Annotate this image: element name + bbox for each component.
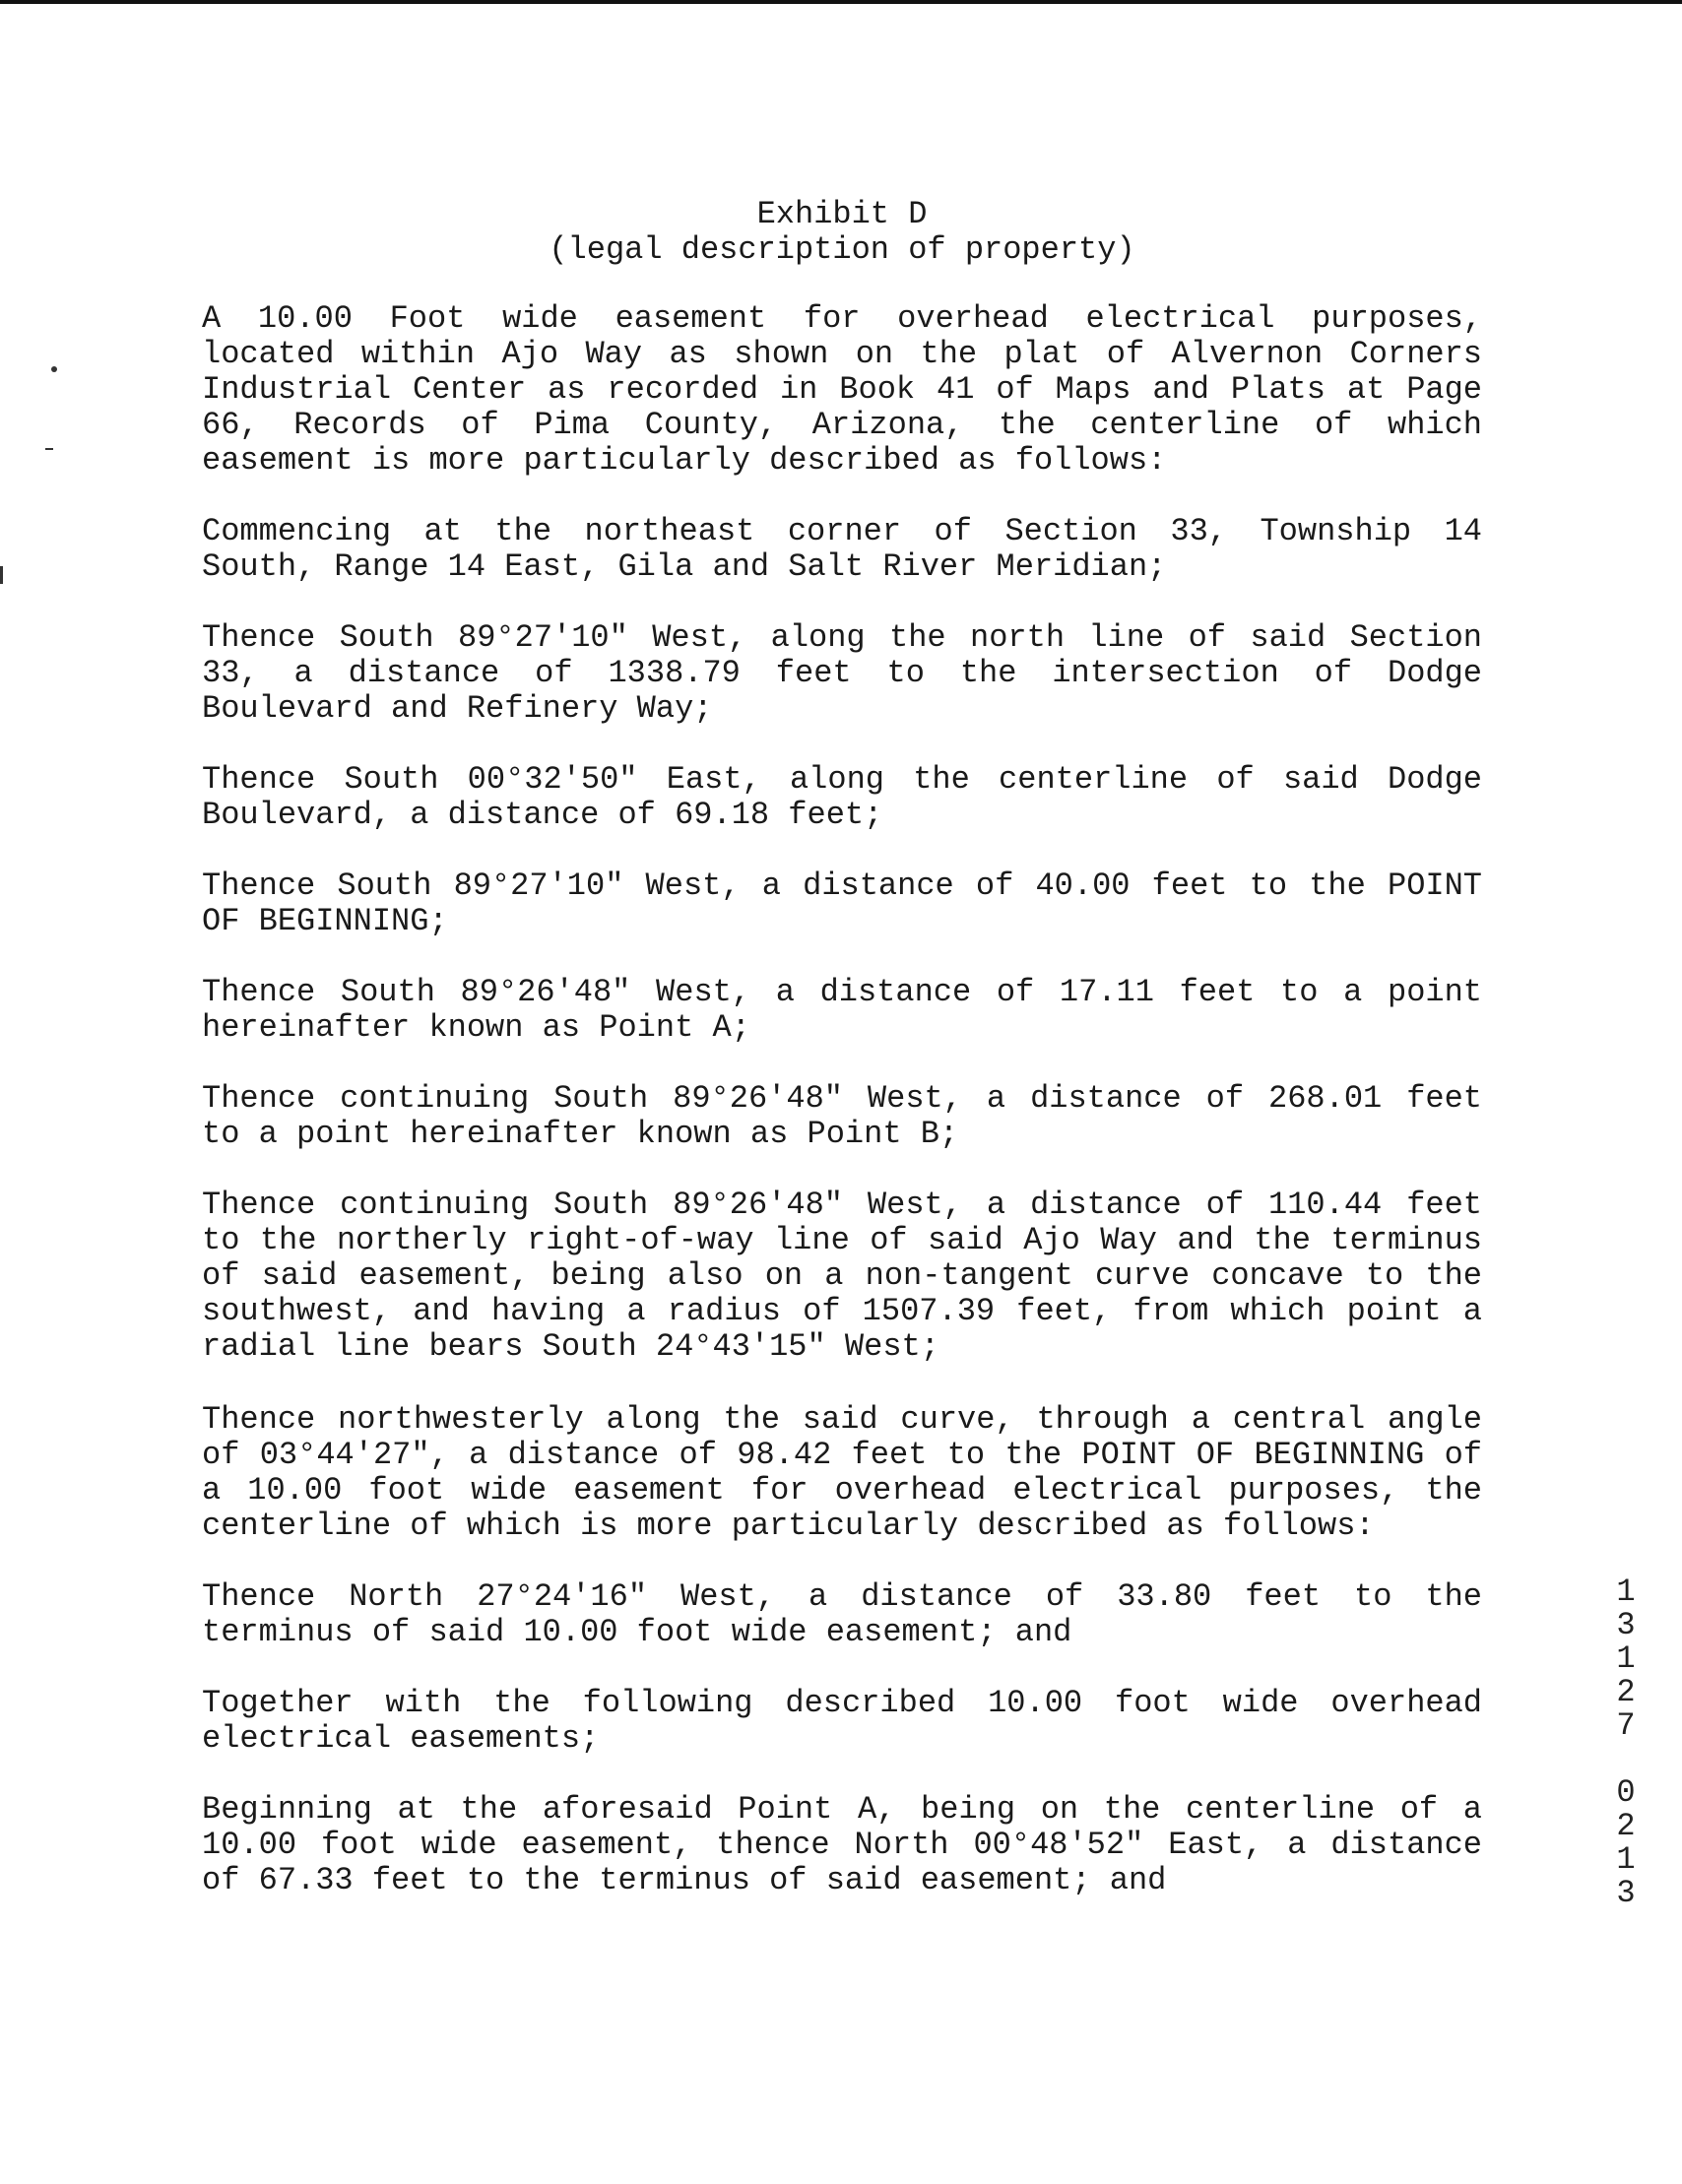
paragraph-easement-intro — [202, 301, 1482, 479]
paragraph-thence-4 — [202, 975, 1482, 1046]
text-line: 66, Records of Pima County, Arizona, the centerline of which — [202, 407, 1482, 443]
text-line: 33, a distance of 1338.79 feet to the intersection of Dodge — [202, 655, 1482, 691]
text-line: Beginning at the aforesaid Point A, being on the centerline of a — [202, 1791, 1482, 1828]
text-line: terminus of said 10.00 foot wide easement; and — [202, 1614, 1072, 1650]
text-line: to the northerly right-of-way line of said Ajo Way and the terminus — [202, 1222, 1482, 1258]
scan-edge-mark — [0, 566, 3, 584]
text-line: Boulevard, a distance of 69.18 feet; — [202, 797, 883, 833]
exhibit-subtitle: (legal description of property) — [549, 231, 1135, 268]
paragraph-thence-5 — [202, 1081, 1482, 1152]
text-line: centerline of which is more particularly described as follows: — [202, 1508, 1375, 1544]
text-line: Thence South 89°27'10" West, along the north line of said Section — [202, 619, 1482, 656]
text-line: South, Range 14 East, Gila and Salt River Meridian; — [202, 548, 1167, 585]
text-line: OF BEGINNING; — [202, 903, 448, 939]
text-line: Thence northwesterly along the said curve, through a central angle — [202, 1401, 1482, 1438]
paragraph-thence-6 — [202, 1188, 1482, 1365]
text-line: southwest, and having a radius of 1507.39 feet, from which point a — [202, 1293, 1482, 1329]
paragraph-thence-2 — [202, 762, 1482, 833]
paragraph-beginning-point-a — [202, 1792, 1482, 1898]
recording-digit: 0 — [1616, 1774, 1636, 1811]
recording-digit: 7 — [1616, 1707, 1636, 1744]
paragraph-thence-curve — [202, 1402, 1482, 1544]
text-line: easement is more particularly described as follows: — [202, 442, 1167, 479]
text-line: 10.00 foot wide easement, thence North 00°48'52" East, a distance — [202, 1827, 1482, 1863]
text-line: a 10.00 foot wide easement for overhead electrical purposes, the — [202, 1472, 1482, 1509]
text-line: Together with the following described 10.00 foot wide overhead — [202, 1685, 1482, 1721]
text-line: Thence South 00°32'50" East, along the centerline of said Dodge — [202, 761, 1482, 798]
paragraph-commencing — [202, 514, 1482, 585]
recording-digit: 1 — [1616, 1640, 1636, 1677]
recording-digit: 1 — [1616, 1574, 1636, 1610]
paragraph-thence-north — [202, 1579, 1482, 1650]
text-line: of said easement, being also on a non-tangent curve concave to the — [202, 1257, 1482, 1294]
text-line: Industrial Center as recorded in Book 41 of Maps and Plats at Page — [202, 371, 1482, 408]
text-line: Thence continuing South 89°26'48" West, a distance of 110.44 feet — [202, 1187, 1482, 1223]
text-line: Commencing at the northeast corner of Section 33, Township 14 — [202, 513, 1482, 549]
text-line: hereinafter known as Point A; — [202, 1009, 750, 1046]
recording-digit: 2 — [1616, 1808, 1636, 1844]
text-line: of 03°44'27", a distance of 98.42 feet to the POINT OF BEGINNING of — [202, 1437, 1482, 1473]
text-line: Thence continuing South 89°26'48" West, a distance of 268.01 feet — [202, 1080, 1482, 1117]
text-line: radial line bears South 24°43'15" West; — [202, 1328, 939, 1365]
recording-digit: 1 — [1616, 1841, 1636, 1878]
recording-digit: 3 — [1616, 1875, 1636, 1911]
text-line: A 10.00 Foot wide easement for overhead electrical purposes, — [202, 300, 1482, 337]
recording-gap — [1611, 1743, 1641, 1776]
recording-digit: 3 — [1616, 1607, 1636, 1643]
text-line: to a point hereinafter known as Point B; — [202, 1116, 959, 1152]
text-line: electrical easements; — [202, 1720, 600, 1757]
text-line: Boulevard and Refinery Way; — [202, 690, 713, 727]
exhibit-title: Exhibit D — [756, 196, 928, 232]
recording-digit: 2 — [1616, 1674, 1636, 1710]
text-line: Thence North 27°24'16" West, a distance of 33.80 feet to the — [202, 1578, 1482, 1615]
text-line: Thence South 89°27'10" West, a distance of 40.00 feet to the POINT — [202, 867, 1482, 904]
paragraph-thence-1 — [202, 620, 1482, 727]
text-line: of 67.33 feet to the terminus of said easement; and — [202, 1862, 1167, 1898]
scan-dash-mark — [45, 448, 53, 450]
recording-number — [1611, 1575, 1641, 1910]
paragraph-thence-3 — [202, 868, 1482, 939]
paragraph-together — [202, 1686, 1482, 1757]
text-line: Thence South 89°26'48" West, a distance of 17.11 feet to a point — [202, 974, 1482, 1010]
text-line: located within Ajo Way as shown on the plat of Alvernon Corners — [202, 336, 1482, 372]
scan-dot-mark — [51, 366, 57, 372]
